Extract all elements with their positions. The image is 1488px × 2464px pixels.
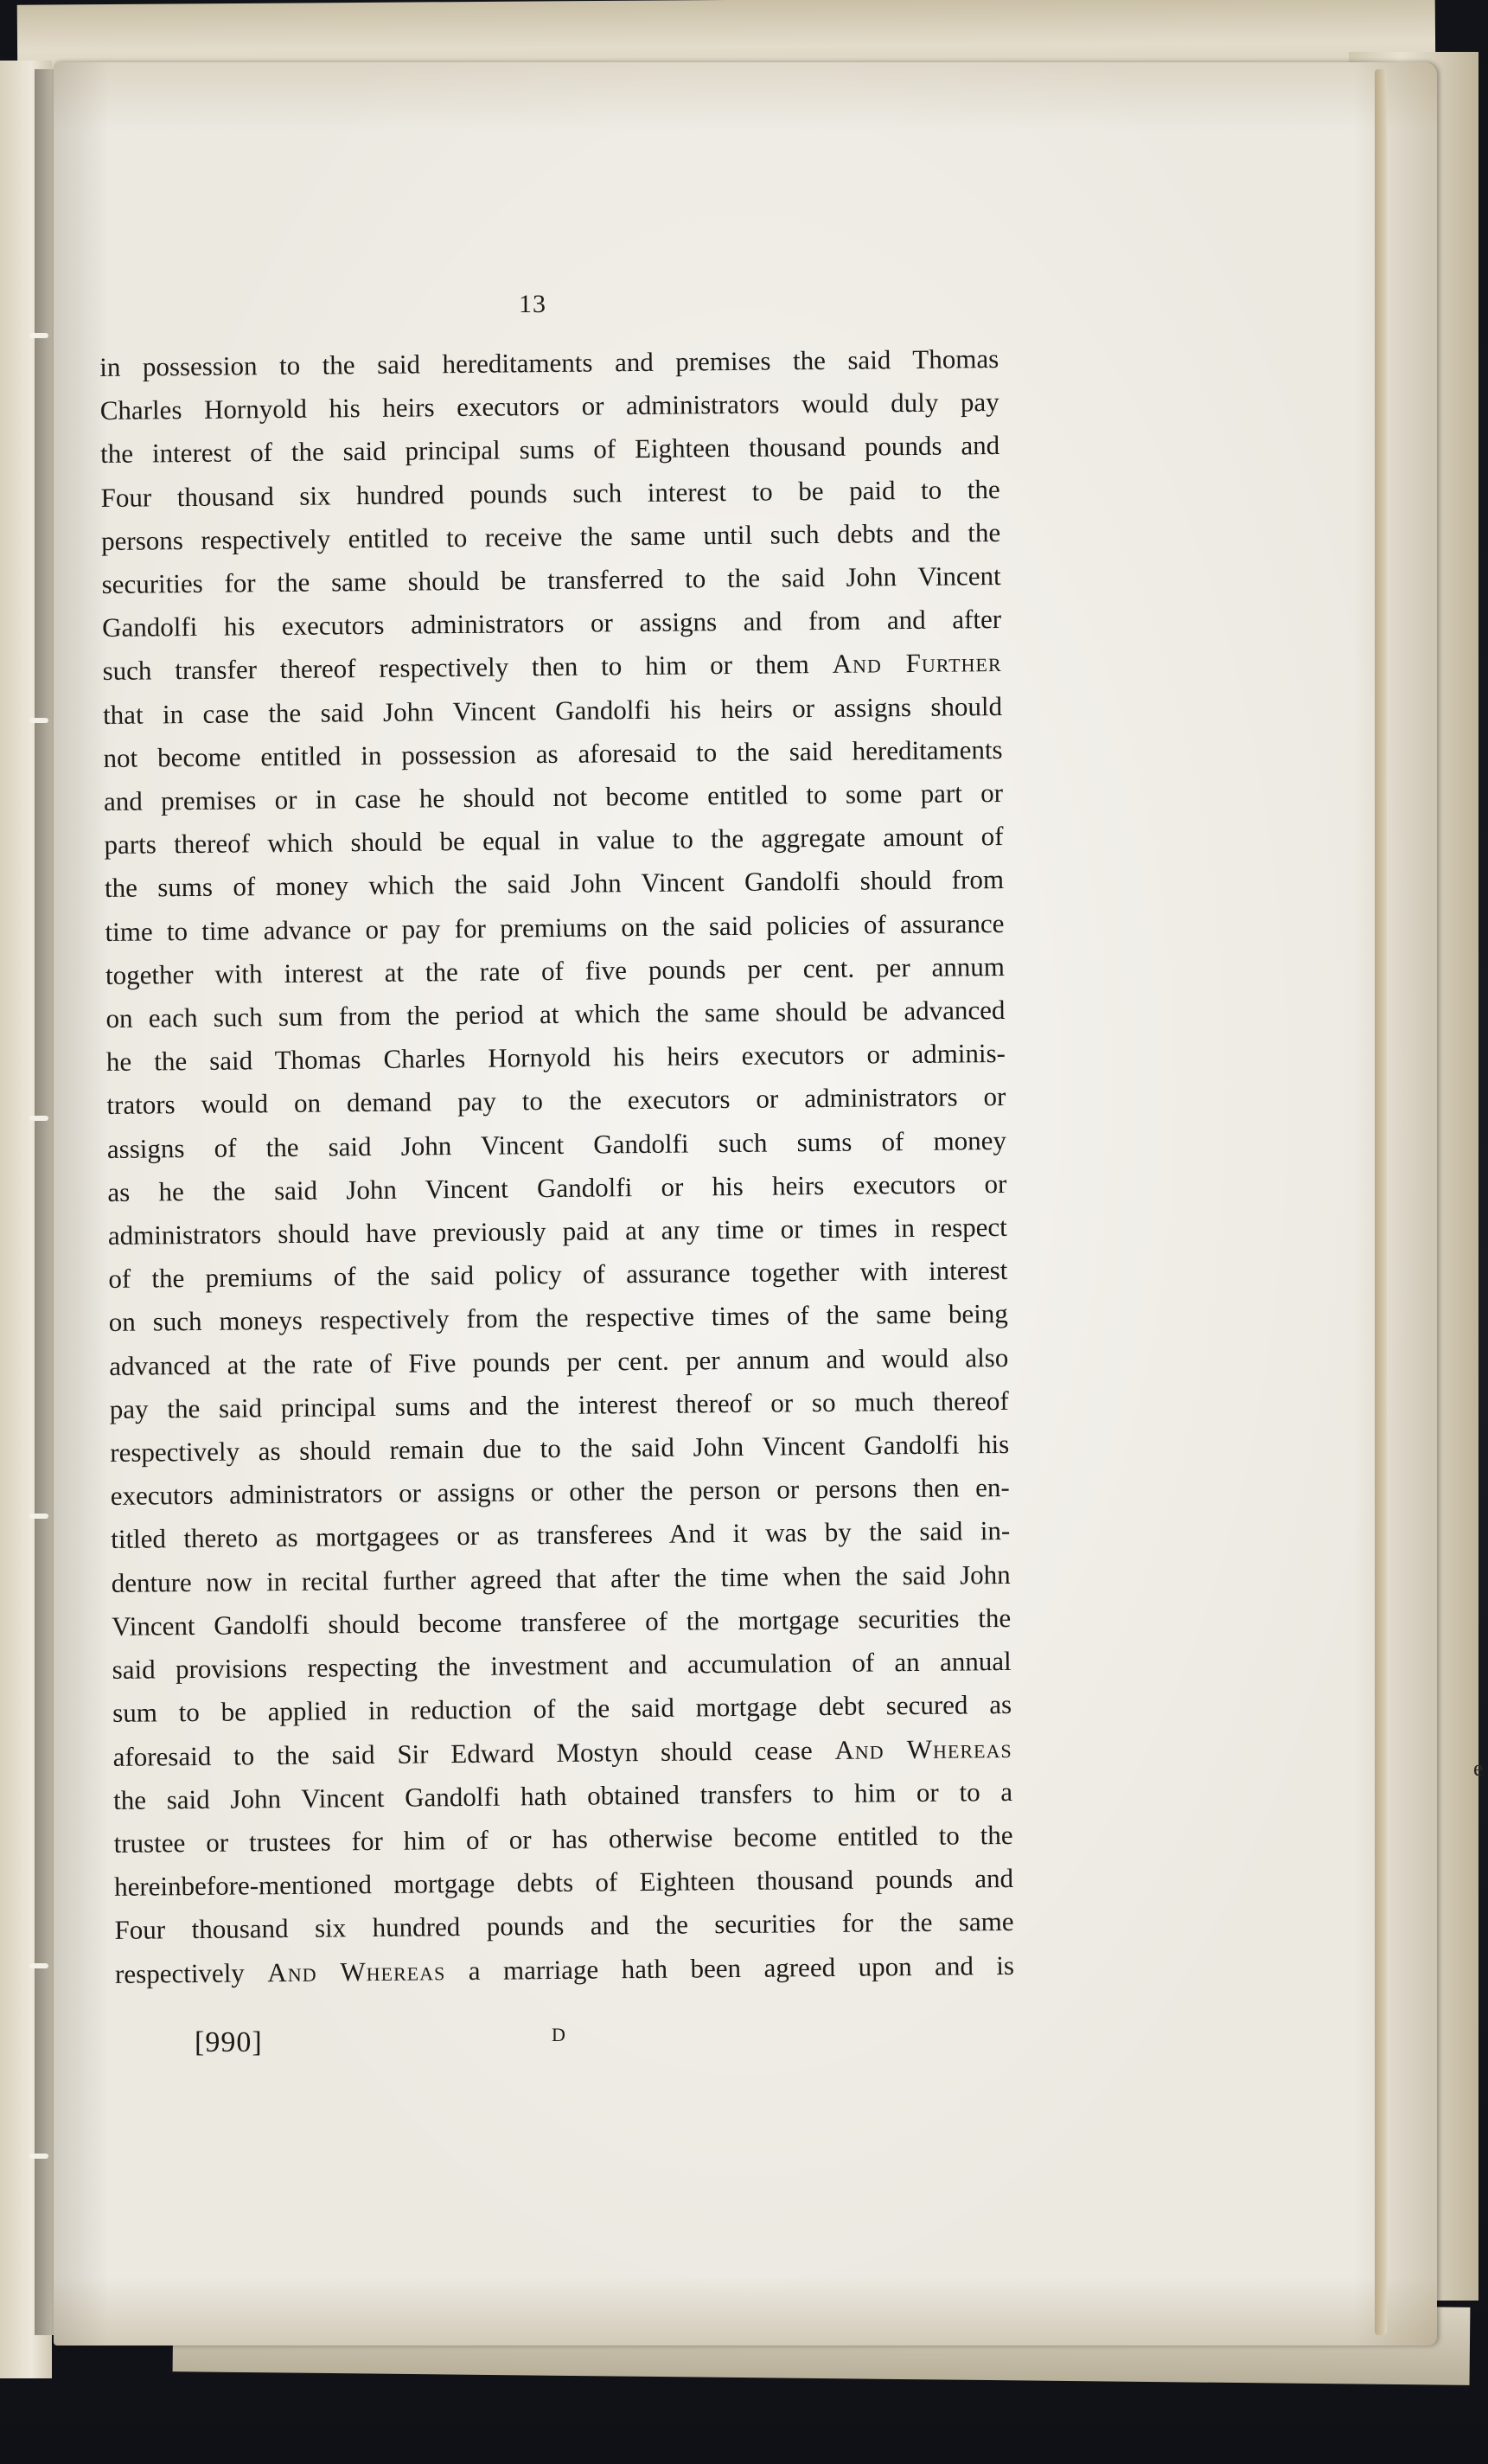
binding-stitch	[29, 2154, 48, 2159]
text-line: denture now in recital further agreed that after the time when the said John	[111, 1558, 1011, 1598]
text-line: Four thousand six hundred pounds such interest to be paid to the	[100, 473, 1000, 513]
text-line: pay the said principal sums and the interest thereof or so much thereof	[109, 1385, 1009, 1424]
binding-stitch	[29, 1514, 48, 1519]
text-line: such transfer thereof respectively then to him or them And Further	[102, 647, 1002, 687]
text-line: Four thousand six hundred pounds and the securities for the same	[114, 1906, 1014, 1946]
text-line: the sums of money which the said John Vincent Gandolfi should from	[104, 864, 1005, 904]
binding-stitch	[29, 333, 48, 338]
binding-stitch	[29, 718, 48, 723]
text-line: the interest of the said principal sums of Eighteen thousand pounds and	[100, 430, 1000, 470]
text-line: trators would on demand pay to the executors or administrators or	[106, 1081, 1006, 1121]
binding-stitch	[29, 1116, 48, 1121]
text-line: together with interest at the rate of five pounds per cent. per annum	[105, 950, 1006, 990]
text-line: time to time advance or pay for premiums on the said policies of assurance	[105, 907, 1005, 947]
text-line: hereinbefore-mentioned mortgage debts of Eighteen thousand pounds and	[113, 1863, 1014, 1903]
body-text	[99, 337, 1014, 1996]
text-line: as he the said John Vincent Gandolfi or his heirs executors or	[107, 1168, 1007, 1207]
text-line: sum to be applied in reduction of the said mortgage debt secured as	[112, 1689, 1012, 1729]
text-line: and premises or in case he should not become entitled to some part or	[103, 778, 1004, 817]
page-fore-edge	[1375, 69, 1387, 2335]
small-caps-phrase: And Further	[832, 647, 1002, 680]
text-line: on such moneys respectively from the respective times of the same being	[108, 1298, 1008, 1338]
text-line: not become entitled in possession as aforesaid to the said hereditaments	[103, 733, 1003, 773]
signature-letter: D	[552, 2024, 565, 2045]
text-line: Vincent Gandolfi should become transferee of the mortgage securities the	[112, 1602, 1012, 1642]
text-line: said provisions respecting the investment and accumulation of an annual	[112, 1646, 1012, 1686]
signature-number: [990]	[195, 2026, 263, 2058]
text-line: advanced at the rate of Five pounds per cent. per annum and would also	[109, 1341, 1009, 1381]
text-line: persons respectively entitled to receive the same until such debts and the	[100, 516, 1001, 556]
text-line: parts thereof which should be equal in value to the aggregate amount of	[104, 821, 1004, 861]
text-line: of the premiums of the said policy of assurance together with interest	[108, 1255, 1008, 1295]
text-line: assigns of the said John Vincent Gandolfi such sums of money	[106, 1124, 1007, 1164]
text-line: administrators should have previously paid at any time or times in respect	[107, 1212, 1007, 1251]
text-line: executors administrators or assigns or other the person or persons then en-	[110, 1472, 1010, 1512]
page-number: 13	[519, 290, 546, 318]
small-caps-phrase: And Whereas	[834, 1732, 1012, 1765]
text-line: respectively as should remain due to the said John Vincent Gandolfi his	[110, 1429, 1010, 1469]
text-line: on each such sum from the period at which the same should be advanced	[105, 995, 1006, 1034]
underlying-page-letter: e	[1473, 1756, 1484, 1781]
text-line: aforesaid to the said Sir Edward Mostyn should cease And Whereas	[112, 1732, 1012, 1772]
text-line: the said John Vincent Gandolfi hath obtained transfers to him or to a	[112, 1776, 1013, 1815]
text-line: Gandolfi his executors administrators or assigns and from and after	[101, 604, 1002, 643]
text-line: in possession to the said hereditaments and premises the said Thomas	[99, 343, 999, 382]
text-line: Charles Hornyold his heirs executors or administrators would duly pay	[99, 387, 999, 426]
text-line: trustee or trustees for him of or has otherwise become entitled to the	[113, 1819, 1013, 1859]
text-line: securities for the same should be transferred to the said John Vincent	[101, 560, 1001, 600]
text-line: that in case the said John Vincent Gandolfi his heirs or assigns should	[102, 690, 1003, 730]
text-line: he the said Thomas Charles Hornyold his heirs executors or adminis-	[105, 1038, 1006, 1078]
text-line: respectively And Whereas a marriage hath been agreed upon and is	[114, 1949, 1015, 1989]
text-line: titled thereto as mortgagees or as transferees And it was by the said in-	[111, 1515, 1011, 1555]
small-caps-phrase: And Whereas	[267, 1955, 446, 1987]
binding-stitch	[29, 1963, 48, 1968]
